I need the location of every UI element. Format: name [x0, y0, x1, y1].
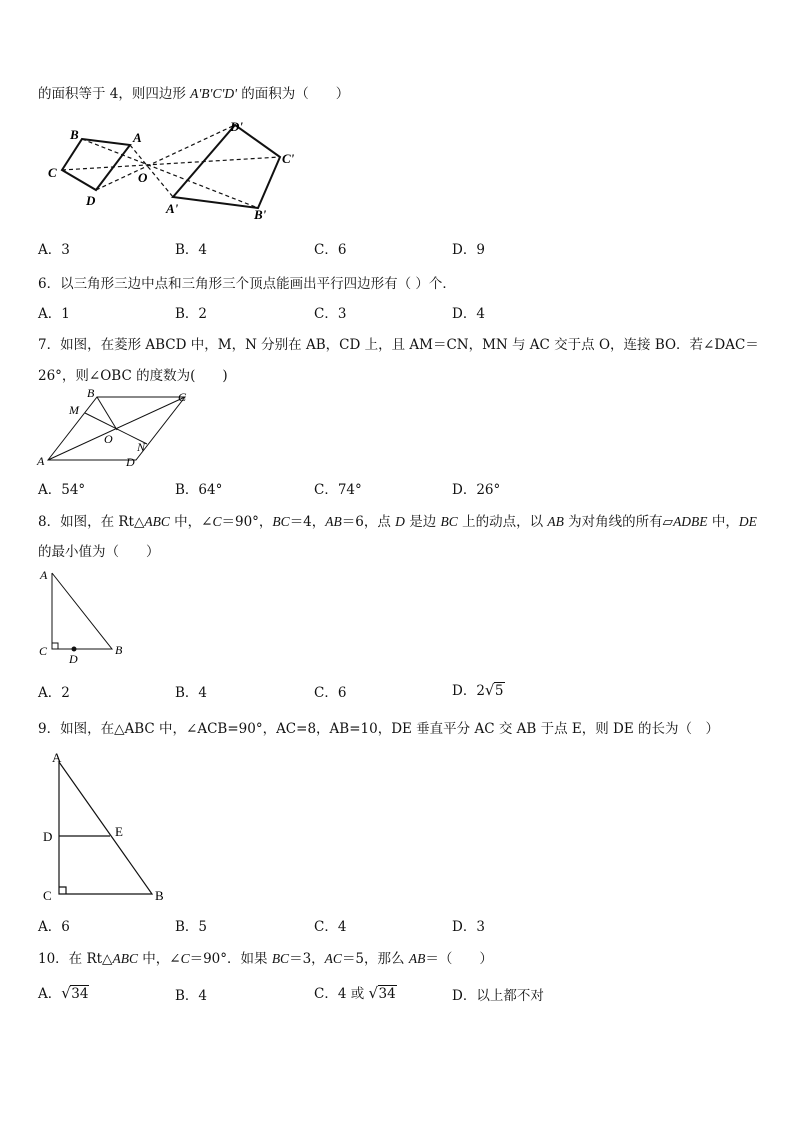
q7-label-c: C [178, 390, 187, 404]
sqrt-symbol: √ 34 [368, 984, 396, 1002]
q7-label-o: O [104, 432, 113, 446]
q9-figure [38, 748, 173, 908]
q7-figure [35, 385, 200, 470]
q9-label-d: D [43, 829, 53, 844]
q5-label-d-prime: D' [230, 119, 243, 134]
q7-option-d[interactable]: D．26° [452, 482, 501, 498]
q6-option-b[interactable]: B．2 [175, 306, 208, 322]
q9-label-c: C [43, 888, 52, 903]
q9-option-d[interactable]: D．3 [452, 919, 485, 935]
q8-option-a[interactable]: A．2 [38, 685, 70, 701]
q5-label-d: D [86, 193, 96, 208]
q5-option-a[interactable]: A．3 [38, 242, 70, 258]
q7-label-n: N [137, 440, 146, 454]
q10-stem: 10．在 Rt△ABC 中，∠C＝90°．如果 BC＝3，AC＝5，那么 AB＝（ ） [38, 951, 493, 967]
q8-option-b[interactable]: B．4 [175, 685, 208, 701]
q9-label-e: E [115, 824, 123, 839]
q7-label-a: A [37, 454, 45, 468]
q9-option-a[interactable]: A．6 [38, 919, 70, 935]
q5-label-c-prime: C' [282, 151, 295, 166]
q9-option-b[interactable]: B．5 [175, 919, 208, 935]
sqrt-symbol: √ 5 [484, 681, 504, 699]
q5-label-b: B [70, 127, 79, 142]
q5-label-a-prime: A' [166, 201, 179, 216]
q5-label-c: C [48, 165, 57, 180]
q8-label-a: A [40, 568, 48, 582]
q7-stem-line2: 26°，则∠OBC 的度数为( ) [38, 368, 228, 384]
q8-figure [36, 565, 136, 665]
q5-figure [40, 115, 302, 220]
q8-stem-line1: 8．如图，在 Rt△ABC 中，∠C＝90°，BC＝4，AB＝6，点 D 是边 BC 上的动点，以 AB 为对角线的所有▱ADBE 中，DE [38, 514, 757, 530]
q8-label-d: D [69, 652, 78, 665]
q7-label-m: M [69, 403, 79, 417]
q5-label-o: O [138, 170, 148, 185]
q6-stem: 6．以三角形三边中点和三角形三个顶点能画出平行四边形有（ ）个． [38, 276, 456, 292]
q9-label-a: A [52, 750, 62, 765]
q9-option-c[interactable]: C．4 [314, 919, 347, 935]
q6-option-d[interactable]: D．4 [452, 306, 485, 322]
q6-option-a[interactable]: A．1 [38, 306, 70, 322]
q10-option-b[interactable]: B．4 [175, 988, 208, 1004]
q5-stem: 的面积等于 4，则四边形 A'B'C'D' 的面积为（ ） [38, 86, 350, 102]
q8-option-c[interactable]: C．6 [314, 685, 347, 701]
q5-label-a: A [133, 130, 142, 145]
q5-label-b-prime: B' [254, 207, 267, 220]
q8-option-d[interactable]: D．2 √ 5 [452, 681, 504, 699]
q7-stem-line1: 7．如图，在菱形 ABCD 中，M，N 分别在 AB，CD 上，且 AM＝CN，MN 与 AC 交于点 O，连接 BO．若∠DAC＝ [38, 337, 759, 353]
q8-stem-line2: 的最小值为（ ） [38, 544, 160, 560]
q7-option-b[interactable]: B．64° [175, 482, 223, 498]
q8-label-b: B [115, 643, 123, 657]
q7-option-c[interactable]: C．74° [314, 482, 362, 498]
q7-label-b: B [87, 386, 95, 400]
q10-option-a[interactable]: A． √ 34 [38, 984, 89, 1002]
q7-label-d: D [126, 455, 135, 469]
q9-stem: 9．如图，在△ABC 中，∠ACB=90°，AC=8，AB=10，DE 垂直平分 AC 交 AB 于点 E，则 DE 的长为（ ） [38, 721, 719, 737]
q5-option-d[interactable]: D．9 [452, 242, 485, 258]
q8-label-c: C [39, 644, 48, 658]
sqrt-symbol: √ 34 [61, 984, 89, 1002]
q6-option-c[interactable]: C．3 [314, 306, 347, 322]
q5-option-c[interactable]: C．6 [314, 242, 347, 258]
q5-option-b[interactable]: B．4 [175, 242, 208, 258]
q7-option-a[interactable]: A．54° [38, 482, 86, 498]
q10-option-c[interactable]: C．4 或 √ 34 [314, 984, 396, 1002]
q10-option-d[interactable]: D．以上都不对 [452, 988, 544, 1004]
q9-label-b: B [155, 888, 164, 903]
